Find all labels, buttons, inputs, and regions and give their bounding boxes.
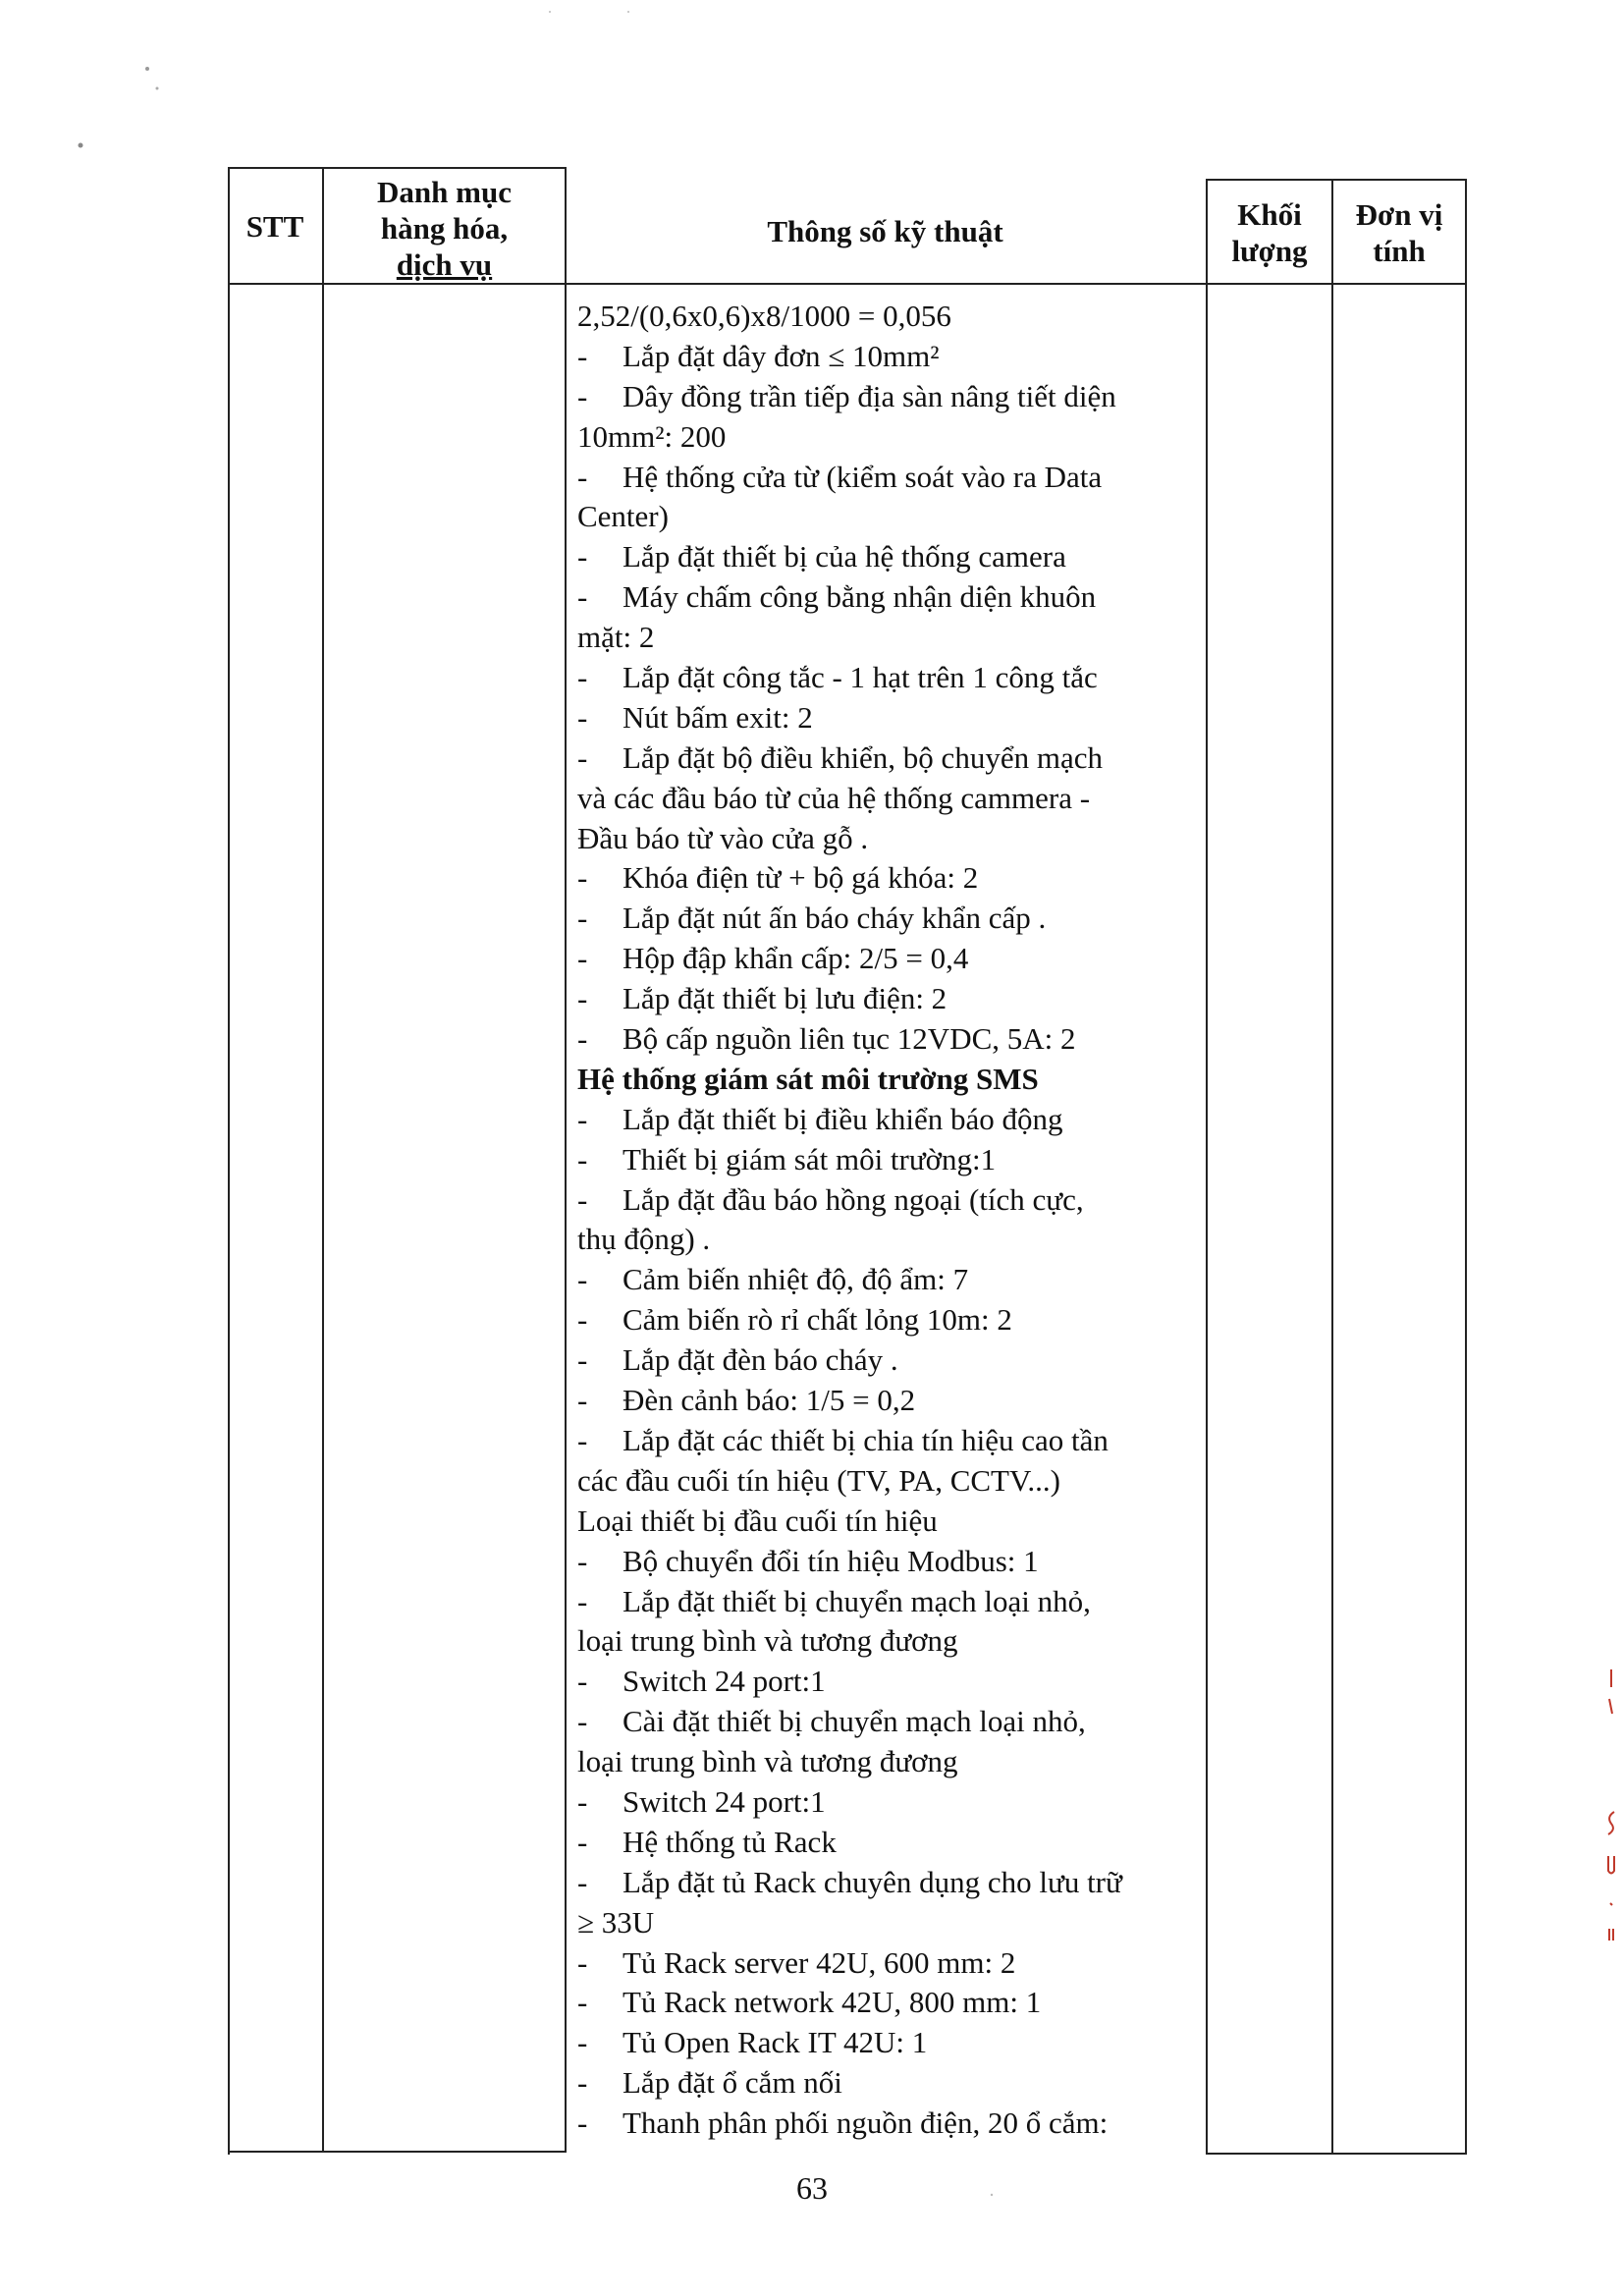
spec-bullet-line [577,1421,1206,1461]
header-category-line-1: Danh mục [377,174,512,209]
spec-line: 2,52/(0,6x0,6)x8/1000 = 0,056 [577,299,951,333]
spec-line-text: Cảm biến nhiệt độ, độ ẩm: 7 [623,1262,969,1297]
spec-bullet-line [577,698,1206,738]
spec-bullet-line [577,658,1206,698]
spec-line-text: Lắp đặt thiết bị lưu điện: 2 [623,981,947,1016]
bullet-dash: - [577,1342,588,1378]
spec-line-text: Dây đồng trần tiếp địa sàn nâng tiết diện [623,378,1116,413]
spec-line-text: Bộ chuyển đổi tín hiệu Modbus: 1 [623,1543,1039,1578]
spec-line-text: Lắp đặt nút ấn báo cháy khẩn cấp . [623,901,1047,936]
spec-line: Đầu báo từ vào cửa gỗ . [577,820,869,855]
spec-bullet-line [577,738,1206,779]
table-border-bottom-right [1206,2153,1467,2155]
spec-line-text: Lắp đặt đèn báo cháy . [623,1342,898,1378]
bullet-dash: - [577,1944,588,1980]
table-col-divider-3 [1206,179,1208,2155]
spec-line-text: Lắp đặt tủ Rack chuyên dụng cho lưu trữ [623,1864,1122,1899]
header-stt-label: STT [245,208,304,244]
bullet-dash: - [577,860,588,896]
bullet-dash: - [577,1021,588,1057]
spec-line-text: Hệ thống cửa từ (kiểm soát vào ra Data [623,459,1103,494]
spec-line-text: Switch 24 port:1 [623,1664,826,1699]
header-spec [567,177,1204,285]
spec-line-text: Lắp đặt đầu báo hồng ngoại (tích cực, [623,1181,1084,1217]
bullet-dash: - [577,1664,588,1699]
bullet-dash: - [577,2065,588,2101]
bullet-dash: - [577,739,588,775]
header-spec-label: Thông số kỹ thuật [767,213,1003,248]
bullet-dash: - [577,2025,588,2060]
spec-line-text: Tủ Rack server 42U, 600 mm: 2 [623,1944,1016,1980]
spec-bullet-line [577,2023,1206,2063]
spec-bullet-line [577,2104,1206,2144]
bullet-dash: - [577,1985,588,2020]
header-unit-line-1: Đơn vị [1355,197,1443,232]
spec-line-text: Lắp đặt bộ điều khiển, bộ chuyển mạch [623,739,1103,775]
spec-bullet-line [577,1662,1206,1702]
spec-line: 10mm²: 200 [577,418,727,454]
bullet-dash: - [577,699,588,735]
bullet-dash: - [577,459,588,494]
bullet-dash: - [577,1543,588,1578]
spec-bullet-line [577,1019,1206,1060]
spec-line-text: Tủ Rack network 42U, 800 mm: 1 [623,1985,1042,2020]
spec-bullet-line [577,1180,1206,1221]
table-col-divider-2 [565,167,567,2151]
spec-bullet-line [577,2063,1206,2104]
bullet-dash: - [577,539,588,574]
spec-bullet-line [577,1381,1206,1421]
spec-line: Loại thiết bị đầu cuối tín hiệu [577,1503,938,1538]
bullet-dash: - [577,338,588,373]
spec-section-heading: Hệ thống giám sát môi trường SMS [577,1061,1039,1096]
spec-line-text: Cài đặt thiết bị chuyển mạch loại nhỏ, [623,1704,1086,1739]
spec-line-text: Lắp đặt công tắc - 1 hạt trên 1 công tắc [623,660,1098,695]
spec-line-text: Hệ thống tủ Rack [623,1824,837,1859]
spec-bullet-line [577,899,1206,939]
spec-text-column [577,297,1206,2144]
spec-bullet-line [577,337,1206,377]
spec-line-text: Hộp đập khẩn cấp: 2/5 = 0,4 [623,941,969,976]
spec-bullet-line [577,537,1206,577]
bullet-dash: - [577,1704,588,1739]
spec-line-text: Khóa điện từ + bộ gá khóa: 2 [623,860,979,896]
spec-line: và các đầu báo từ của hệ thống cammera - [577,780,1091,815]
spec-bullet-line [577,979,1206,1019]
spec-line-text: Lắp đặt thiết bị của hệ thống camera [623,539,1066,574]
spec-bullet-line [577,858,1206,899]
spec-bullet-line [577,1782,1206,1823]
bullet-dash: - [577,1302,588,1338]
spec-bullet-line [577,1983,1206,2023]
header-category [324,169,565,287]
spec-line-text: Thanh phân phối nguồn điện, 20 ổ cắm: [623,2105,1109,2141]
spec-line-text: Đèn cảnh báo: 1/5 = 0,2 [623,1383,916,1418]
spec-bullet-line [577,939,1206,979]
spec-bullet-line [577,1582,1206,1622]
spec-line-text: Nút bấm exit: 2 [623,699,813,735]
table-col-divider-1 [322,167,324,2151]
table-border-right [1465,179,1467,2155]
spec-bullet-line [577,1943,1206,1984]
spec-line-text: Lắp đặt thiết bị chuyển mạch loại nhỏ, [623,1583,1091,1618]
bullet-dash: - [577,1141,588,1176]
spec-line-text: Lắp đặt ổ cắm nối [623,2065,842,2101]
header-quantity [1208,181,1331,285]
bullet-dash: - [577,1583,588,1618]
spec-bullet-line [577,1100,1206,1140]
bullet-dash: - [577,901,588,936]
spec-bullet-line [577,1823,1206,1863]
spec-line: mặt: 2 [577,620,655,655]
header-unit-line-2: tính [1373,234,1426,268]
table-border-bottom-left [228,2151,567,2153]
margin-stamp-trace [1606,1669,1616,1944]
spec-line-text: Tủ Open Rack IT 42U: 1 [623,2025,928,2060]
spec-bullet-line [577,1542,1206,1582]
bullet-dash: - [577,378,588,413]
spec-line: loại trung bình và tương đương [577,1623,958,1659]
spec-line-text: Cảm biến rò rỉ chất lỏng 10m: 2 [623,1302,1012,1338]
table-col-divider-4 [1331,179,1333,2155]
bullet-dash: - [577,1383,588,1418]
spec-line: loại trung bình và tương đương [577,1744,958,1779]
spec-line-text: Lắp đặt dây đơn ≤ 10mm² [623,338,940,373]
spec-line-text: Lắp đặt các thiết bị chia tín hiệu cao tần [623,1422,1109,1457]
spec-line: Center) [577,499,669,534]
header-unit [1333,181,1465,285]
spec-bullet-line [577,1140,1206,1180]
spec-line-text: Máy chấm công bằng nhận diện khuôn [623,579,1097,615]
spec-line: các đầu cuối tín hiệu (TV, PA, CCTV...) [577,1462,1060,1498]
page-number: 63 [796,2170,828,2206]
spec-bullet-line [577,1702,1206,1742]
bullet-dash: - [577,1101,588,1136]
bullet-dash: - [577,2105,588,2141]
bullet-dash: - [577,579,588,615]
spec-line: thụ động) . [577,1222,711,1257]
spec-line-text: Lắp đặt thiết bị điều khiển báo động [623,1101,1063,1136]
spec-bullet-line [577,1340,1206,1381]
spec-line: ≥ 33U [577,1904,655,1940]
spec-line-text: Bộ cấp nguồn liên tục 12VDC, 5A: 2 [623,1021,1076,1057]
bullet-dash: - [577,1824,588,1859]
bullet-dash: - [577,1181,588,1217]
bullet-dash: - [577,1422,588,1457]
header-category-line-3: dịch vụ [396,246,493,282]
spec-bullet-line [577,1260,1206,1300]
bullet-dash: - [577,981,588,1016]
spec-bullet-line [577,577,1206,618]
header-quantity-line-2: lượng [1231,234,1308,268]
spec-bullet-line [577,458,1206,498]
bullet-dash: - [577,941,588,976]
spec-line-text: Switch 24 port:1 [623,1783,826,1819]
bullet-dash: - [577,660,588,695]
bullet-dash: - [577,1864,588,1899]
table-border-left [228,167,230,2155]
header-category-line-2: hàng hóa, [380,210,509,246]
spec-bullet-line [577,377,1206,417]
bullet-dash: - [577,1783,588,1819]
spec-bullet-line [577,1863,1206,1903]
spec-bullet-line [577,1300,1206,1340]
header-quantity-line-1: Khối [1237,197,1302,232]
bullet-dash: - [577,1262,588,1297]
spec-line-text: Thiết bị giám sát môi trường:1 [623,1141,997,1176]
header-stt [228,169,322,283]
